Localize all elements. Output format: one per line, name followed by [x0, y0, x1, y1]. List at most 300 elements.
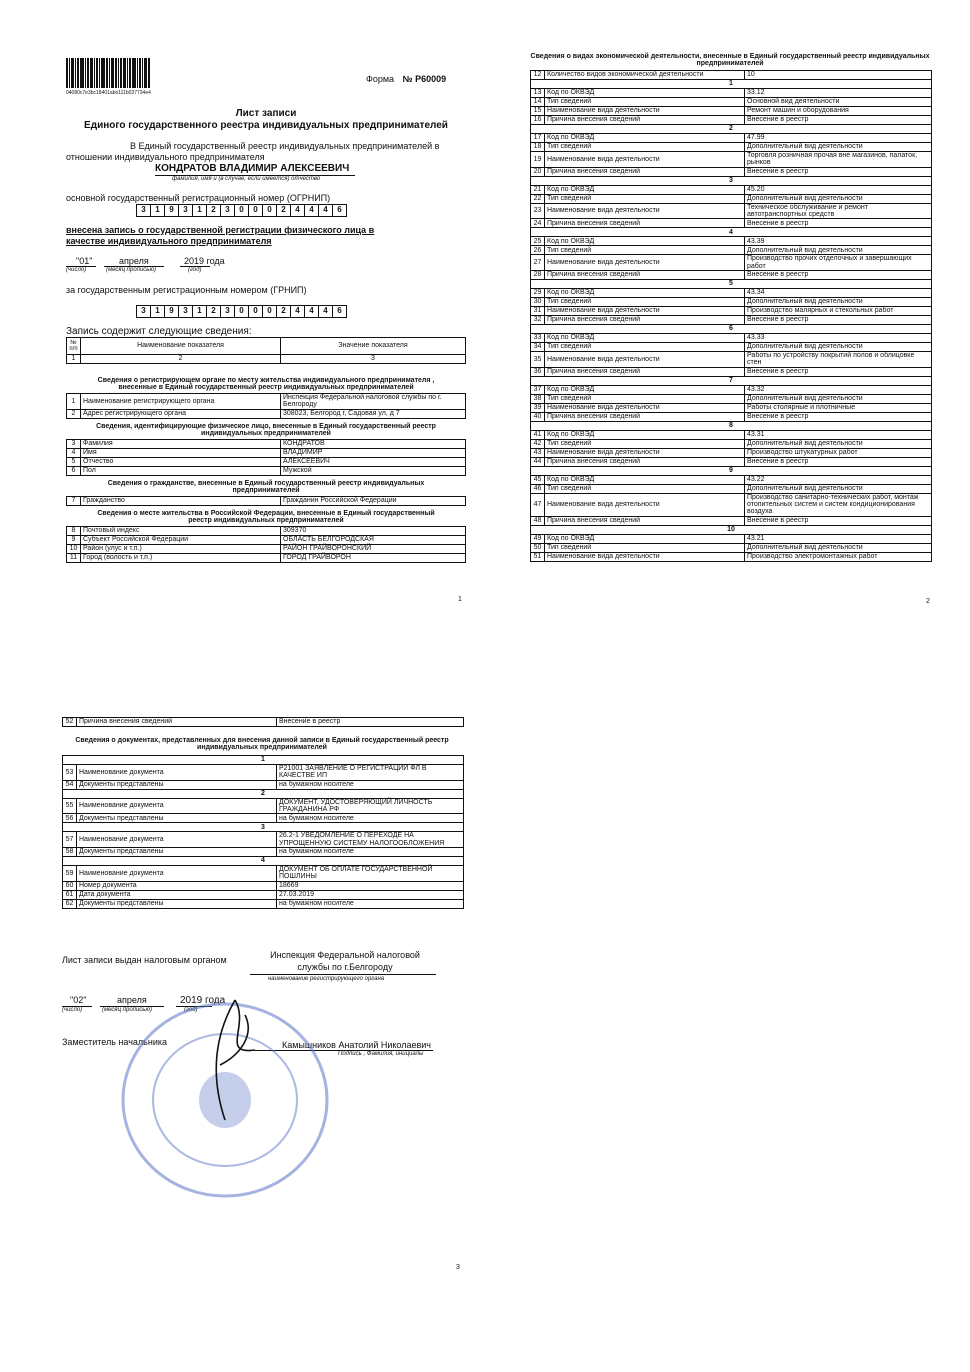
- group-number: 8: [531, 421, 932, 430]
- table-row: [531, 457, 932, 466]
- row-num: 52: [63, 718, 77, 727]
- group-number: 7: [531, 376, 932, 385]
- table-row: [531, 543, 932, 552]
- issuer-line1: Инспекция Федеральной налоговой: [270, 950, 420, 960]
- row-name: Наименование вида деятельности: [545, 352, 745, 368]
- row-value: Внесение в реестр: [745, 516, 932, 525]
- digit-box: 0: [263, 205, 277, 217]
- group-number: 6: [531, 325, 932, 334]
- date1-month: апреля: [119, 256, 149, 266]
- section-table: [66, 393, 466, 419]
- table-row: [63, 798, 464, 814]
- row-num: 9: [67, 535, 81, 544]
- table-row: [531, 237, 932, 246]
- group-number: 1: [63, 756, 464, 765]
- row-name: Причина внесения сведений: [77, 718, 277, 727]
- header-num: № п/п: [67, 338, 81, 355]
- issued-label: Лист записи выдан налоговым органом: [62, 955, 227, 965]
- row-name: Дата документа: [77, 890, 277, 899]
- table-row: [531, 385, 932, 394]
- row-value: 43.39: [745, 237, 932, 246]
- table-row: [531, 298, 932, 307]
- row-value: Производство санитарно-технических работ, монтаж отопительных систем и систем кондиционирования воздуха: [745, 493, 932, 516]
- row-num: 3: [67, 439, 81, 448]
- row-num: 37: [531, 385, 545, 394]
- table-row: [531, 307, 932, 316]
- row-value: ДОКУМЕНТ ОБ ОПЛАТЕ ГОСУДАРСТВЕННОЙ ПОШЛИНЫ: [277, 866, 464, 882]
- table-row: [63, 881, 464, 890]
- digit-box: 2: [277, 306, 291, 318]
- row-value: 43.21: [745, 534, 932, 543]
- row-name: Документы представлены: [77, 780, 277, 789]
- row-name: Причина внесения сведений: [545, 219, 745, 228]
- date2-month: апреля: [117, 995, 147, 1005]
- digit-box: 4: [291, 205, 305, 217]
- row-value: РАЙОН ГРАЙВОРОНСКИЙ: [281, 544, 466, 553]
- table-row: [531, 516, 932, 525]
- row-value: Ремонт машин и оборудования: [745, 107, 932, 116]
- page3-docs-title: Сведения о документах, представленных для внесения данной записи в Единый государственный реестр индивидуальных предпринимателей: [75, 737, 449, 751]
- deputy-label: Заместитель начальника: [62, 1037, 168, 1047]
- group-number: 1: [531, 80, 932, 89]
- row-num: 48: [531, 516, 545, 525]
- row-num: 55: [63, 798, 77, 814]
- table-row: [531, 289, 932, 298]
- row-num: 14: [531, 98, 545, 107]
- row-num: 7: [67, 496, 81, 505]
- row-name: Район (улус и т.п.): [81, 544, 281, 553]
- row-num: 24: [531, 219, 545, 228]
- row-name: Тип сведений: [545, 98, 745, 107]
- date2-day: "02": [70, 995, 87, 1005]
- row-value: Дополнительный вид деятельности: [745, 246, 932, 255]
- row-num: 29: [531, 289, 545, 298]
- row-value: Дополнительный вид деятельности: [745, 194, 932, 203]
- row-value: Внесение в реестр: [745, 316, 932, 325]
- row-num: 54: [63, 780, 77, 789]
- row-value: на бумажном носителе: [277, 814, 464, 823]
- table-row: [531, 107, 932, 116]
- row-num: 20: [531, 167, 545, 176]
- barcode: [66, 58, 166, 88]
- table-row: [67, 466, 466, 475]
- row-num: 23: [531, 203, 545, 219]
- table-row: [531, 134, 932, 143]
- row-name: Наименование вида деятельности: [545, 403, 745, 412]
- page2-section-title: Сведения о видах экономической деятельности, внесенные в Единый государственный реестр индивидуальных предпринимателей: [530, 53, 930, 67]
- row-value: 10: [745, 71, 932, 80]
- row-name: Субъект Российской Федерации: [81, 535, 281, 544]
- row-name: Тип сведений: [545, 246, 745, 255]
- row-name: Причина внесения сведений: [545, 516, 745, 525]
- date1-day: "01": [76, 256, 93, 266]
- title-line1: Лист записи: [235, 108, 297, 119]
- row-value: Внесение в реестр: [745, 116, 932, 125]
- digit-box: 2: [207, 205, 221, 217]
- digit-box: 2: [277, 205, 291, 217]
- section-title: Сведения о гражданстве, внесенные в Единый государственный реестр индивидуальных предпринимателей: [107, 479, 425, 494]
- row-value: 33.12: [745, 89, 932, 98]
- row-num: 62: [63, 899, 77, 908]
- header-name: Наименование показателя: [81, 338, 281, 355]
- row-value: 308023, Белгород г, Садовая ул, д 7: [281, 409, 466, 418]
- row-num: 31: [531, 307, 545, 316]
- row-num: 30: [531, 298, 545, 307]
- table-row: [531, 185, 932, 194]
- page1-sections: [66, 373, 466, 563]
- row-value: Производство прочих отделочных и завершающих работ: [745, 255, 932, 271]
- row-name: Наименование документа: [77, 866, 277, 882]
- row-num: 51: [531, 552, 545, 561]
- table-row: [531, 167, 932, 176]
- digit-box: 1: [193, 306, 207, 318]
- table-row: [531, 343, 932, 352]
- table-row: [531, 403, 932, 412]
- row-name: Причина внесения сведений: [545, 167, 745, 176]
- table-row: [531, 255, 932, 271]
- row-name: Наименование вида деятельности: [545, 152, 745, 168]
- signer-caption: Подпись , Фамилия, инициалы: [338, 1051, 424, 1057]
- row-num: 13: [531, 89, 545, 98]
- table-row: [67, 526, 466, 535]
- table-row: [531, 271, 932, 280]
- row-value: Внесение в реестр: [745, 367, 932, 376]
- section-title: Сведения о регистрирующем органе по месту жительства индивидуального предпринимателя , внесенные в Единый государственный реестр индивидуальных предпринимателей: [97, 377, 435, 391]
- digit-box: 0: [249, 306, 263, 318]
- table-row: [63, 832, 464, 848]
- table-row: [67, 544, 466, 553]
- row-name: Наименование вида деятельности: [545, 307, 745, 316]
- grnip-digits: [136, 305, 347, 318]
- date2-cap-year: (год): [184, 1007, 198, 1013]
- row-num: 5: [67, 457, 81, 466]
- table-row: [531, 367, 932, 376]
- row-num: 41: [531, 430, 545, 439]
- row-name: Код по ОКВЭД: [545, 430, 745, 439]
- row-name: Наименование документа: [77, 765, 277, 781]
- table-row: [67, 448, 466, 457]
- digit-box: 3: [179, 205, 193, 217]
- group-number: 2: [63, 789, 464, 798]
- date2-cap-day: (число): [62, 1007, 83, 1013]
- row-name: Код по ОКВЭД: [545, 334, 745, 343]
- row-name: Причина внесения сведений: [545, 367, 745, 376]
- digit-box: 0: [235, 306, 249, 318]
- digit-box: 2: [207, 306, 221, 318]
- row-num: 18: [531, 143, 545, 152]
- group-number: 3: [531, 176, 932, 185]
- date1-year: 2019 года: [184, 256, 225, 266]
- row-value: Внесение в реестр: [745, 219, 932, 228]
- digit-box: 3: [137, 306, 151, 318]
- page2-table: [530, 70, 932, 562]
- row-value: Основной вид деятельности: [745, 98, 932, 107]
- group-number: 4: [531, 228, 932, 237]
- row-value: ГОРОД ГРАЙВОРОН: [281, 553, 466, 562]
- row-value: 26.2-1 УВЕДОМЛЕНИЕ О ПЕРЕХОДЕ НА УПРОЩЕННУЮ СИСТЕМУ НАЛОГООБЛОЖЕНИЯ: [277, 832, 464, 848]
- row-value: Дополнительный вид деятельности: [745, 394, 932, 403]
- row-value: Работы столярные и плотничные: [745, 403, 932, 412]
- digit-box: 6: [333, 205, 347, 217]
- row-num: 39: [531, 403, 545, 412]
- table-row: [531, 534, 932, 543]
- row-value: Внесение в реестр: [745, 271, 932, 280]
- row-num: 22: [531, 194, 545, 203]
- row-name: Наименование документа: [77, 798, 277, 814]
- table-row: [531, 152, 932, 168]
- table-row: [531, 116, 932, 125]
- table-row: [531, 493, 932, 516]
- row-name: Тип сведений: [545, 343, 745, 352]
- form-number: № Р60009: [402, 74, 447, 84]
- group-number: 2: [531, 125, 932, 134]
- title-line2: Единого государственного реестра индивидуальных предпринимателей: [84, 120, 448, 131]
- digit-box: 3: [221, 306, 235, 318]
- row-num: 35: [531, 352, 545, 368]
- table-row: [63, 866, 464, 882]
- table-row: [63, 780, 464, 789]
- row-name: Город (волость и т.п.): [81, 553, 281, 562]
- row-name: Пол: [81, 466, 281, 475]
- row-value: 43.31: [745, 430, 932, 439]
- digit-box: 3: [137, 205, 151, 217]
- page2-number: 2: [926, 598, 930, 605]
- digit-box: 0: [249, 205, 263, 217]
- digit-box: 1: [193, 205, 207, 217]
- ogrnip-label: основной государственный регистрационный номер (ОГРНИП): [66, 193, 331, 203]
- row-num: 50: [531, 543, 545, 552]
- row-value: на бумажном носителе: [277, 899, 464, 908]
- digit-box: 3: [221, 205, 235, 217]
- table-row: [67, 496, 466, 505]
- table-row: [67, 409, 466, 418]
- digit-box: 0: [235, 205, 249, 217]
- row-name: Отчество: [81, 457, 281, 466]
- digit-box: 4: [319, 306, 333, 318]
- row-value: 43.34: [745, 289, 932, 298]
- intro-line2: отношении индивидуального предпринимателя: [66, 152, 265, 162]
- row-value: 43.33: [745, 334, 932, 343]
- row-name: Фамилия: [81, 439, 281, 448]
- issuer-line2: службы по г.Белгороду: [297, 962, 393, 972]
- row-name: Код по ОКВЭД: [545, 534, 745, 543]
- row-value: 18669: [277, 881, 464, 890]
- row-value: АЛЕКСЕЕВИЧ: [281, 457, 466, 466]
- row-num: 32: [531, 316, 545, 325]
- row-name: Наименование вида деятельности: [545, 493, 745, 516]
- row-name: Гражданство: [81, 496, 281, 505]
- row-num: 49: [531, 534, 545, 543]
- digit-box: 4: [319, 205, 333, 217]
- row-name: Документы представлены: [77, 848, 277, 857]
- row-num: 43: [531, 448, 545, 457]
- row-name: Причина внесения сведений: [545, 116, 745, 125]
- row-num: 21: [531, 185, 545, 194]
- signer: Камышников Анатолий Николаевич: [282, 1040, 431, 1050]
- row-value: Дополнительный вид деятельности: [745, 343, 932, 352]
- row-value: Торговля розничная прочая вне магазинов, палаток, рынков: [745, 152, 932, 168]
- row-name: Наименование вида деятельности: [545, 552, 745, 561]
- row-num: 6: [67, 466, 81, 475]
- header-c1: 1: [67, 355, 81, 364]
- contains-label: Запись содержит следующие сведения:: [66, 326, 252, 337]
- row-num: 40: [531, 412, 545, 421]
- date1-cap-month: (месяц прописью): [106, 267, 156, 273]
- row-num: 25: [531, 237, 545, 246]
- row-num: 61: [63, 890, 77, 899]
- date2-year: 2019 года: [180, 995, 226, 1006]
- header-c2: 2: [81, 355, 281, 364]
- row-value: на бумажном носителе: [277, 848, 464, 857]
- table-row: [531, 394, 932, 403]
- row-num: 57: [63, 832, 77, 848]
- table-row: [531, 484, 932, 493]
- table-row: [63, 814, 464, 823]
- row-num: 15: [531, 107, 545, 116]
- table-row: [63, 848, 464, 857]
- row-value: 43.32: [745, 385, 932, 394]
- page1-table: [66, 337, 466, 364]
- row-value: ВЛАДИМИР: [281, 448, 466, 457]
- row-value: 27.03.2019: [277, 890, 464, 899]
- date2-cap-month: (месяц прописью): [102, 1007, 152, 1013]
- date1-cap-day: (число): [66, 267, 87, 273]
- row-name: Причина внесения сведений: [545, 457, 745, 466]
- table-row: [531, 352, 932, 368]
- digit-box: 0: [263, 306, 277, 318]
- row-name: Адрес регистрирующего органа: [81, 409, 281, 418]
- table-row: [531, 412, 932, 421]
- table-row: [531, 475, 932, 484]
- row-name: Документы представлены: [77, 899, 277, 908]
- row-num: 56: [63, 814, 77, 823]
- row-name: Код по ОКВЭД: [545, 237, 745, 246]
- table-row: [531, 316, 932, 325]
- row-name: Причина внесения сведений: [545, 316, 745, 325]
- row-num: 26: [531, 246, 545, 255]
- digit-box: 1: [151, 306, 165, 318]
- row-num: 34: [531, 343, 545, 352]
- row-num: 59: [63, 866, 77, 882]
- page1-number: 1: [458, 596, 462, 603]
- row-name: Тип сведений: [545, 484, 745, 493]
- digit-box: 9: [165, 205, 179, 217]
- digit-box: 1: [151, 205, 165, 217]
- row-name: Тип сведений: [545, 543, 745, 552]
- table-row: [63, 890, 464, 899]
- row-num: 45: [531, 475, 545, 484]
- row-name: Тип сведений: [545, 143, 745, 152]
- table-row: [531, 143, 932, 152]
- row-num: 28: [531, 271, 545, 280]
- row-num: 33: [531, 334, 545, 343]
- row-value: Гражданин Российской Федерации: [281, 496, 466, 505]
- row-name: Тип сведений: [545, 394, 745, 403]
- row-name: Номер документа: [77, 881, 277, 890]
- row-name: Причина внесения сведений: [545, 271, 745, 280]
- row-value: на бумажном носителе: [277, 780, 464, 789]
- table-row: [67, 553, 466, 562]
- row-value: Внесение в реестр: [745, 457, 932, 466]
- row-value: Дополнительный вид деятельности: [745, 484, 932, 493]
- row-name: Тип сведений: [545, 439, 745, 448]
- page3-number: 3: [456, 1264, 460, 1271]
- table-row: [63, 899, 464, 908]
- row-name: Код по ОКВЭД: [545, 289, 745, 298]
- row-value: Внесение в реестр: [745, 167, 932, 176]
- group-number: 9: [531, 466, 932, 475]
- digit-box: 3: [179, 306, 193, 318]
- row-value: ОБЛАСТЬ БЕЛГОРОДСКАЯ: [281, 535, 466, 544]
- section-title: Сведения, идентифицирующие физическое лицо, внесенные в Единый государственный реестр индивидуальных предпринимателей: [96, 422, 436, 437]
- table-row: [531, 203, 932, 219]
- table-row: [531, 334, 932, 343]
- row-name: Код по ОКВЭД: [545, 134, 745, 143]
- table-row: [531, 89, 932, 98]
- row-num: 27: [531, 255, 545, 271]
- row-value: Дополнительный вид деятельности: [745, 298, 932, 307]
- row-num: 10: [67, 544, 81, 553]
- row-name: Наименование вида деятельности: [545, 107, 745, 116]
- section-table: [66, 496, 466, 506]
- table-row: [63, 765, 464, 781]
- row-value: Внесение в реестр: [745, 412, 932, 421]
- row-num: 58: [63, 848, 77, 857]
- row-value: Производство электромонтажных работ: [745, 552, 932, 561]
- table-row: [531, 439, 932, 448]
- signature: [195, 995, 275, 1125]
- row-value: 309370: [281, 526, 466, 535]
- table-row: [531, 194, 932, 203]
- record-text: внесена запись о государственной регистрации физического лица в качестве индивидуального предпринимателя: [66, 225, 375, 246]
- row-name: Код по ОКВЭД: [545, 475, 745, 484]
- row-name: Количество видов экономической деятельности: [545, 71, 745, 80]
- header-c3: 3: [281, 355, 466, 364]
- row-num: 8: [67, 526, 81, 535]
- table-row: [531, 246, 932, 255]
- ogrnip-digits: [136, 204, 347, 217]
- row-num: 1: [67, 394, 81, 410]
- row-value: Внесение в реестр: [277, 718, 464, 727]
- row-num: 2: [67, 409, 81, 418]
- row-num: 4: [67, 448, 81, 457]
- digit-box: 6: [333, 306, 347, 318]
- row-name: Наименование вида деятельности: [545, 203, 745, 219]
- row-name: Тип сведений: [545, 298, 745, 307]
- group-number: 3: [63, 823, 464, 832]
- row-value: Инспекция Федеральной налоговой службы по г. Белгороду: [281, 394, 466, 410]
- row-num: 47: [531, 493, 545, 516]
- row-num: 60: [63, 881, 77, 890]
- page3-table: [62, 755, 464, 909]
- row-value: ДОКУМЕНТ, УДОСТОВЕРЯЮЩИЙ ЛИЧНОСТЬ ГРАЖДАНИНА РФ: [277, 798, 464, 814]
- row-name: Имя: [81, 448, 281, 457]
- row-value: Дополнительный вид деятельности: [745, 439, 932, 448]
- issuer-caption: наименование регистрирующего органа: [268, 976, 385, 982]
- row-name: Наименование вида деятельности: [545, 255, 745, 271]
- digit-box: 9: [165, 306, 179, 318]
- digit-box: 4: [291, 306, 305, 318]
- row-name: Документы представлены: [77, 814, 277, 823]
- row-value: 45.20: [745, 185, 932, 194]
- row-value: Дополнительный вид деятельности: [745, 143, 932, 152]
- row-num: 19: [531, 152, 545, 168]
- table-row: [531, 71, 932, 80]
- table-row: [531, 448, 932, 457]
- date1-cap-year: (год): [188, 267, 202, 273]
- row-num: 53: [63, 765, 77, 781]
- group-number: 10: [531, 525, 932, 534]
